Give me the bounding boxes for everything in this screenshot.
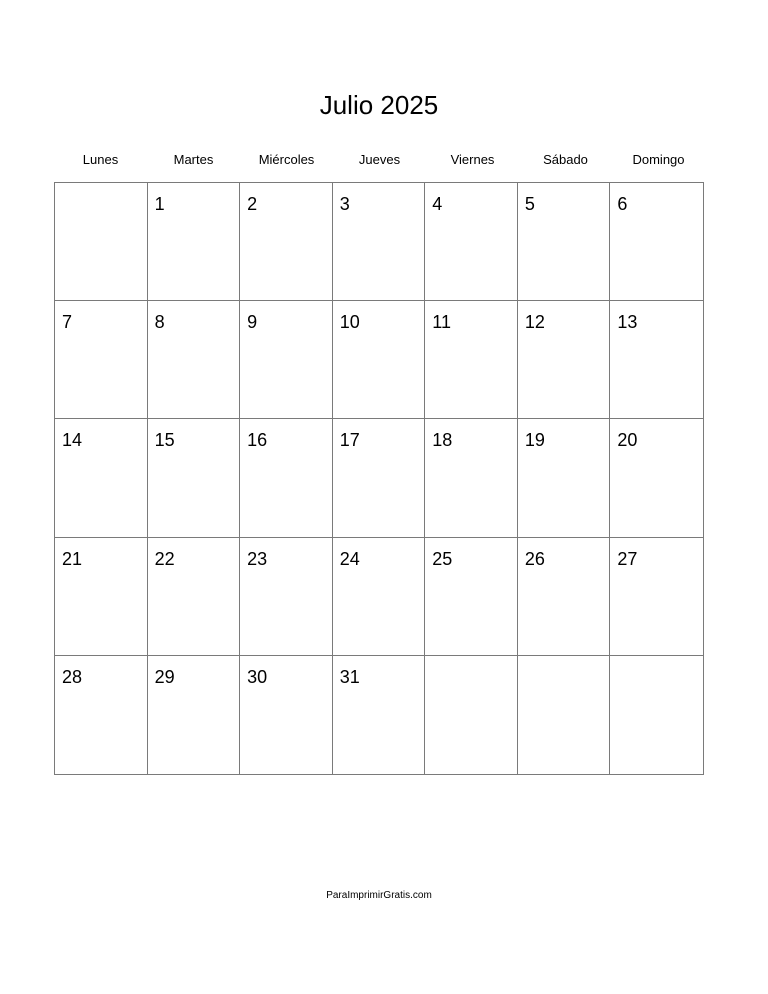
weekday-thursday: Jueves (358, 152, 401, 167)
day-number: 4 (432, 194, 443, 214)
empty-day-cell (55, 183, 148, 301)
day-number: 19 (524, 430, 545, 451)
day-number: 9 (247, 312, 258, 333)
day-cell (425, 183, 518, 301)
day-number: 24 (339, 548, 360, 569)
empty-day-cell (610, 656, 703, 774)
day-cell (148, 183, 241, 301)
weekday-saturday: Sábado (543, 152, 588, 167)
day-cell (425, 419, 518, 537)
day-number: 20 (617, 430, 638, 451)
day-cell (333, 656, 426, 774)
day-number: 27 (617, 548, 638, 569)
day-cell (425, 538, 518, 656)
empty-day-cell (518, 656, 611, 774)
day-cell (240, 656, 333, 774)
weekday-monday: Lunes (82, 152, 119, 167)
day-cell (518, 183, 611, 301)
footer-credit: ParaImprimirGratis.com (326, 890, 432, 901)
day-cell (333, 538, 426, 656)
day-number: 31 (339, 666, 360, 687)
day-number: 17 (339, 430, 360, 451)
day-cell (518, 301, 611, 419)
day-number: 18 (432, 430, 453, 451)
day-cell (55, 301, 148, 419)
calendar-grid (54, 182, 704, 775)
day-number: 1 (154, 194, 165, 214)
empty-day-cell (425, 656, 518, 774)
day-number: 2 (247, 194, 258, 214)
day-cell (55, 538, 148, 656)
day-number: 21 (62, 548, 83, 569)
day-number: 7 (62, 312, 73, 333)
weekday-tuesday: Martes (173, 152, 214, 167)
day-cell (148, 538, 241, 656)
day-cell (610, 538, 703, 656)
weekday-wednesday: Miércoles (258, 152, 315, 167)
day-number: 30 (247, 666, 268, 687)
weekday-sunday: Domingo (632, 152, 685, 167)
day-number: 26 (524, 548, 545, 569)
weekday-header-row (54, 151, 705, 169)
day-cell (518, 419, 611, 537)
day-number: 15 (154, 430, 175, 451)
day-cell (148, 656, 241, 774)
day-cell (240, 538, 333, 656)
day-cell (55, 419, 148, 537)
day-cell (148, 419, 241, 537)
day-number: 3 (339, 194, 350, 214)
day-number: 13 (617, 312, 638, 333)
day-cell (333, 419, 426, 537)
day-number: 14 (62, 430, 83, 451)
day-number: 6 (617, 194, 628, 214)
day-number: 22 (154, 548, 175, 569)
weekday-friday: Viernes (450, 152, 495, 167)
day-number: 28 (62, 666, 83, 687)
day-cell (333, 301, 426, 419)
day-number: 11 (432, 312, 451, 333)
day-number: 5 (524, 194, 535, 214)
day-cell (240, 301, 333, 419)
day-cell (610, 183, 703, 301)
day-number: 25 (432, 548, 453, 569)
day-cell (55, 656, 148, 774)
calendar-title: Julio 2025 (319, 90, 439, 120)
day-number: 10 (339, 312, 360, 333)
day-number: 23 (247, 548, 268, 569)
day-cell (610, 301, 703, 419)
day-cell (333, 183, 426, 301)
day-cell (518, 538, 611, 656)
day-number: 12 (524, 312, 545, 333)
day-cell (425, 301, 518, 419)
day-cell (610, 419, 703, 537)
day-number: 8 (154, 312, 165, 333)
day-number: 29 (154, 666, 175, 687)
day-cell (240, 183, 333, 301)
day-cell (148, 301, 241, 419)
day-number: 16 (247, 430, 268, 451)
day-cell (240, 419, 333, 537)
